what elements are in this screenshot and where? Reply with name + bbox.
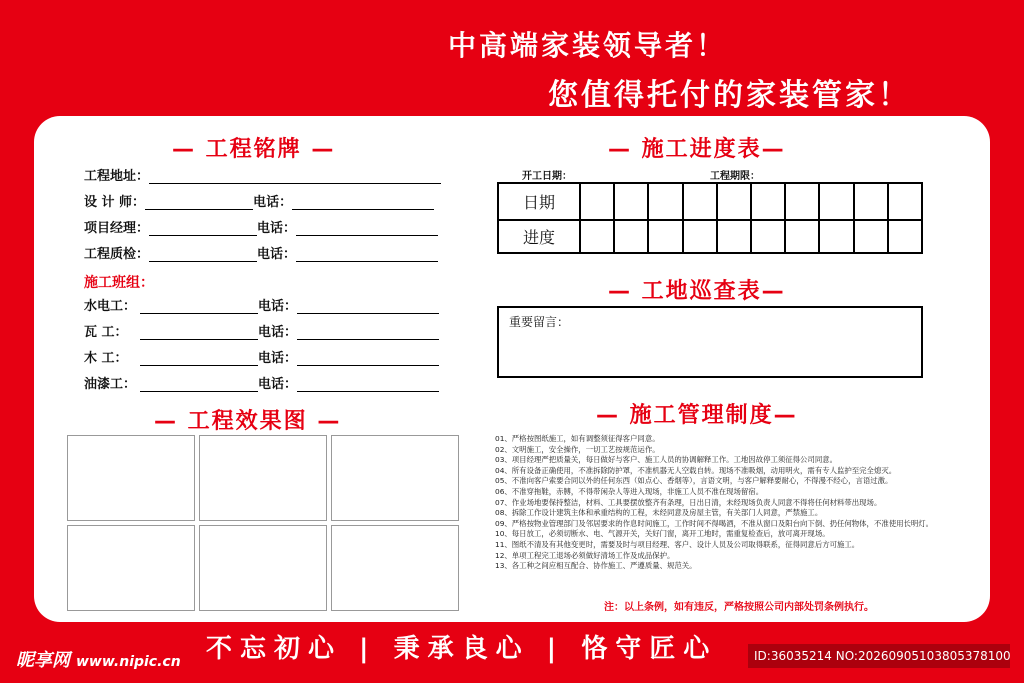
- schedule-title: — 施工进度表—: [608, 137, 786, 162]
- watermark-site: www.nipic.cn: [76, 654, 181, 670]
- nameplate-title: — 工程铭牌 —: [172, 137, 336, 162]
- manager-field[interactable]: [149, 221, 257, 236]
- quality-field[interactable]: [149, 247, 257, 262]
- slogan-line-1: 中高端家装领导者！: [448, 29, 728, 62]
- message-box[interactable]: [497, 306, 923, 378]
- team-phone-field[interactable]: [297, 299, 439, 314]
- motto: 不忘初心 | 秉承良心 | 恪守匠心: [206, 634, 718, 664]
- address-field[interactable]: [149, 169, 441, 184]
- team-name-field[interactable]: [140, 377, 258, 392]
- quality-row: [84, 244, 438, 262]
- designer-row: [84, 192, 434, 210]
- period-row: [710, 164, 760, 182]
- manager-row: [84, 218, 438, 236]
- designer-phone-field[interactable]: [292, 195, 434, 210]
- watermark-id: ID:36035214 NO:20260905103805378100: [748, 644, 1010, 668]
- schedule-cell[interactable]: [820, 184, 854, 219]
- team-phone-label: 电话：: [258, 325, 298, 340]
- rule-item: 01、严格按图纸施工，如有调整须征得客户同意。: [495, 434, 660, 443]
- effect-photo-slot[interactable]: [331, 525, 459, 611]
- rule-item: 05、不准向客户索要合同以外的任何东西（如点心、香烟等），言语文明，与客户解释要耐心，不得漫不经心，言语过激。: [495, 476, 893, 486]
- rules-list: [495, 434, 935, 572]
- team-title: 施工班组：: [84, 275, 154, 291]
- team-row: [84, 348, 439, 366]
- team-row: [84, 374, 439, 392]
- team-phone-label: 电话：: [258, 299, 298, 314]
- progress-row-header: 进度: [499, 219, 581, 254]
- team-row: [84, 296, 439, 314]
- schedule-cell[interactable]: [855, 219, 889, 254]
- designer-field[interactable]: [145, 195, 253, 210]
- schedule-cell[interactable]: [786, 219, 820, 254]
- team-role-label: 水电工：: [84, 299, 137, 314]
- team-row: [84, 322, 439, 340]
- schedule-cell[interactable]: [718, 184, 752, 219]
- team-phone-field[interactable]: [297, 377, 439, 392]
- schedule-cell[interactable]: [752, 219, 786, 254]
- effect-photo-slot[interactable]: [199, 435, 327, 521]
- rules-note: 注：以上条例，如有违反，严格按照公司内部处罚条例执行。: [604, 602, 874, 613]
- designer-phone-label: 电话：: [253, 195, 293, 210]
- rule-item: 09、严格按物业管理部门及邻居要求的作息时间施工，工作时间不得喝酒，不准从窗口及阳台向下倒、扔任何物体，不准使用长明灯。: [495, 518, 934, 528]
- schedule-cell[interactable]: [786, 184, 820, 219]
- watermark-brand: [16, 646, 181, 672]
- quality-phone-field[interactable]: [296, 247, 438, 262]
- schedule-progress-row: [499, 219, 921, 254]
- rule-item: 13、各工种之间应相互配合、协作施工、严遵质量、规范关。: [495, 561, 697, 571]
- date-row-header: 日期: [499, 184, 581, 219]
- team-name-field[interactable]: [140, 299, 258, 314]
- rules-title: — 施工管理制度—: [596, 403, 798, 428]
- rule-item: 11、图纸不清及有其他变更时，需要及时与项目经理、客户、设计人员及公司取得联系，征得同意后方可施工。: [495, 539, 860, 549]
- schedule-cell[interactable]: [615, 184, 649, 219]
- schedule-cell[interactable]: [855, 184, 889, 219]
- message-label: 重要留言：: [509, 315, 570, 329]
- schedule-cell[interactable]: [649, 184, 683, 219]
- rule-item: 02、文明施工，安全操作，一切工艺按规范运作。: [495, 444, 660, 454]
- start-date-label: 开工日期：: [522, 171, 572, 182]
- team-phone-field[interactable]: [297, 325, 439, 340]
- schedule-cell[interactable]: [615, 219, 649, 254]
- rule-item: 04、所有设备正确使用，不准拆除防护罩，不准机器无人空载自转。现场不准吸烟，动用明火，需有专人监护至完全熄灭。: [495, 465, 897, 475]
- schedule-cell[interactable]: [718, 219, 752, 254]
- schedule-cell[interactable]: [820, 219, 854, 254]
- manager-label: 项目经理：: [84, 221, 150, 236]
- designer-label: 设 计 师：: [84, 195, 146, 210]
- team-name-field[interactable]: [140, 351, 258, 366]
- effects-title: — 工程效果图 —: [154, 409, 342, 434]
- team-phone-label: 电话：: [258, 351, 298, 366]
- effect-photo-slot[interactable]: [331, 435, 459, 521]
- schedule-cell[interactable]: [684, 184, 718, 219]
- rule-item: 10、每日放工，必须切断水、电、气源开关，关好门窗，离开工地时，需重复检查后，放可离开现场。: [495, 529, 830, 539]
- address-row: [84, 166, 441, 184]
- quality-label: 工程质检：: [84, 247, 150, 262]
- effect-photo-slot[interactable]: [67, 525, 195, 611]
- team-phone-label: 电话：: [258, 377, 298, 392]
- team-role-label: 瓦 工：: [84, 325, 128, 340]
- schedule-date-row: [499, 184, 921, 221]
- rule-item: 06、不准穿拖鞋，赤膊，不得带闲杂人等进入现场，非施工人员不准在现场留宿。: [495, 486, 764, 496]
- manager-phone-field[interactable]: [296, 221, 438, 236]
- schedule-cell[interactable]: [889, 219, 921, 254]
- schedule-cell[interactable]: [752, 184, 786, 219]
- schedule-table: [497, 182, 923, 254]
- schedule-cell[interactable]: [684, 219, 718, 254]
- rule-item: 03、项目经理严把质量关，每日做好与客户、施工人员的协调解释工作。工地因故停工须征得公司同意。: [495, 455, 837, 465]
- team-phone-field[interactable]: [297, 351, 439, 366]
- effect-photo-slot[interactable]: [67, 435, 195, 521]
- start-date-row: [522, 164, 572, 182]
- rule-item: 08、拆除工作设计建筑主体和承重结构的工程，未经同意及房屋主管，有关部门人同意，严禁施工。: [495, 508, 823, 518]
- rule-item: 07、作业场地要保持整洁，材料、工具要摆放整齐有条理，日出日清，未经现场负责人同意不得将任何材料带出现场。: [495, 497, 882, 507]
- inspection-title: — 工地巡查表—: [608, 279, 786, 304]
- schedule-cell[interactable]: [581, 184, 615, 219]
- schedule-cell[interactable]: [581, 219, 615, 254]
- quality-phone-label: 电话：: [257, 247, 297, 262]
- manager-phone-label: 电话：: [257, 221, 297, 236]
- period-label: 工程期限：: [710, 171, 760, 182]
- address-label: 工程地址：: [84, 169, 150, 184]
- effect-photo-slot[interactable]: [199, 525, 327, 611]
- watermark-brand-name: 昵享网: [16, 650, 70, 671]
- team-role-label: 木 工：: [84, 351, 128, 366]
- schedule-cell[interactable]: [889, 184, 921, 219]
- slogan-line-2: 您值得托付的家装管家！: [548, 78, 911, 113]
- team-role-label: 油漆工：: [84, 377, 137, 392]
- rule-item: 12、单项工程完工退场必须做好清场工作及成品保护。: [495, 550, 675, 560]
- schedule-cell[interactable]: [649, 219, 683, 254]
- team-name-field[interactable]: [140, 325, 258, 340]
